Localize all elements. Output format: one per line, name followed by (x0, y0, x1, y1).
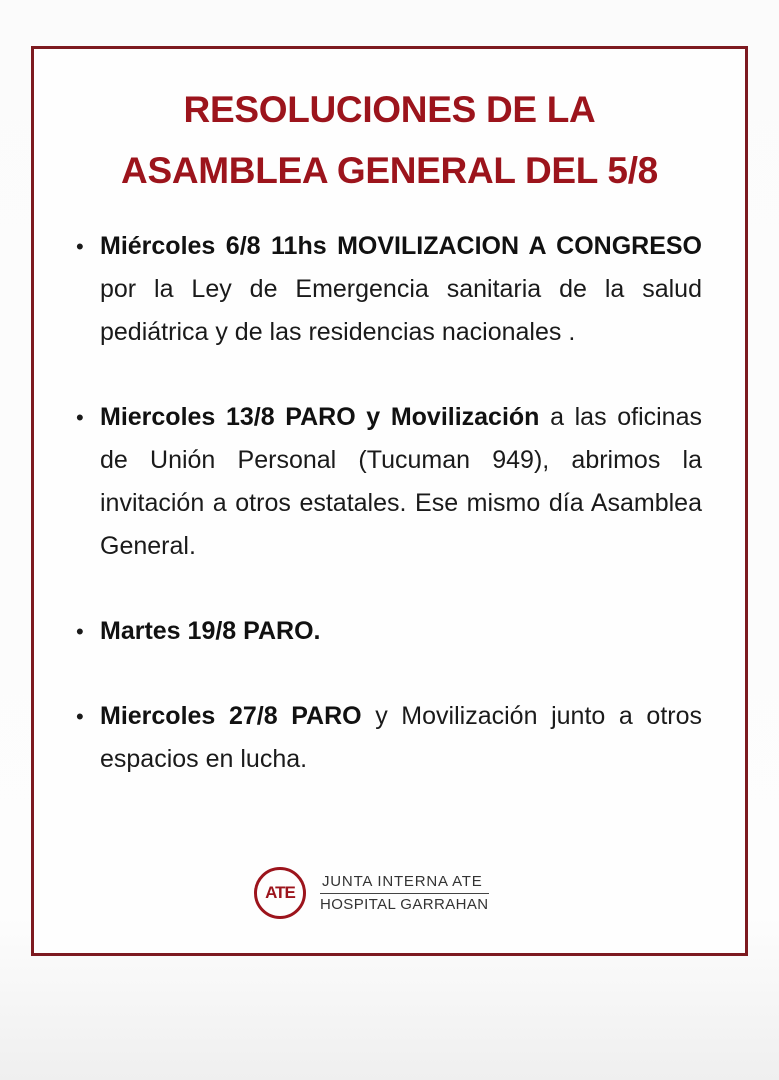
item-text: y Movilización junto a otros espacios en lucha. (100, 702, 702, 773)
item-bold-text: Miércoles 6/8 11hs MOVILIZACION A CONGRESO (100, 232, 702, 260)
resolutions-list (34, 225, 745, 781)
item-bold-text: Martes 19/8 PARO. (100, 617, 321, 645)
item-bold-text: Miercoles 13/8 PARO y Movilización (100, 403, 540, 431)
item-text: por la Ley de Emergencia sanitaria de la salud pediátrica y de las residencias nacionales . (100, 275, 702, 346)
list-item (76, 225, 702, 354)
org-line-2: HOSPITAL GARRAHAN (320, 895, 489, 913)
list-item (76, 396, 702, 568)
page-title (34, 79, 745, 201)
title-line-1: RESOLUCIONES DE LA (183, 89, 596, 130)
title-line-2: ASAMBLEA GENERAL DEL 5/8 (121, 150, 658, 191)
bullet-icon: • (76, 704, 84, 729)
org-signature (254, 867, 489, 919)
org-name (320, 872, 489, 915)
bullet-icon: • (76, 405, 84, 430)
bullet-icon: • (76, 619, 84, 644)
item-text: a las oficinas de Unión Personal (Tucuman 949), abrimos la invitación a otros estatales. Ese mismo día Asamblea General. (100, 403, 702, 560)
org-line-1: JUNTA INTERNA ATE (320, 872, 489, 894)
ate-logo-icon: ATE (254, 867, 306, 919)
bullet-icon: • (76, 234, 84, 259)
list-item (76, 695, 702, 781)
list-item (76, 610, 702, 653)
item-bold-text: Miercoles 27/8 PARO (100, 702, 362, 730)
resolutions-card (31, 46, 748, 956)
